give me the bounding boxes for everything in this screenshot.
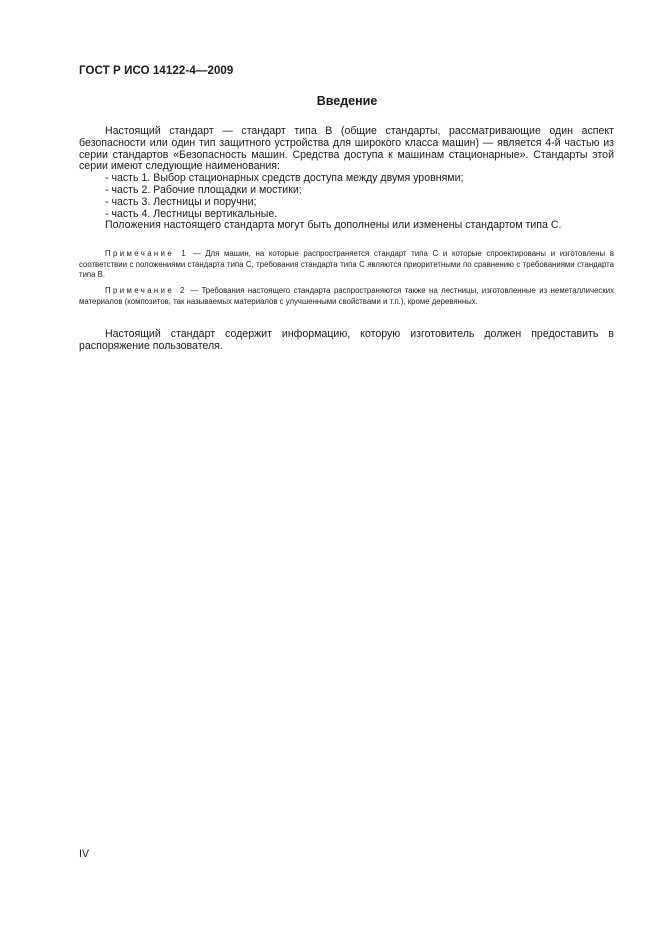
- page-number: IV: [79, 848, 90, 860]
- intro-block: [79, 126, 614, 232]
- note-1-text: — Для машин, на которые распространяется стандарт типа С и которые спроектированы и изготовлены в соответствии с положениями стандарта типа С, требования стандарта типа С являются приоритетными по сравнению с требованиями стандарта типа В.: [79, 249, 614, 279]
- intro-paragraph: Настоящий стандарт — стандарт типа В (общие стандарты, рассматривающие один аспект безопасности или один тип защитного устройства для широкого класса машин) — является 4-й частью из серии стандартов «Безопасность машин. Средства доступа к машинам стационарные». Стандарты этой серии имеют следующие наименования:: [79, 125, 614, 173]
- note-1-label: Примечание 1: [105, 249, 188, 258]
- note-2-label: Примечание 2: [105, 286, 187, 295]
- list-item-part-4: - часть 4. Лестницы вертикальные.: [105, 207, 278, 220]
- section-title: Введение: [316, 94, 378, 108]
- closing-block: [79, 329, 614, 353]
- closing-paragraph: Настоящий стандарт содержит информацию, которую изготовитель должен предоставить в распоряжение пользователя.: [79, 328, 614, 352]
- note-2: [79, 286, 614, 307]
- standard-id: ГОСТ Р ИСО 14122-4—2009: [79, 65, 234, 77]
- amendment-paragraph: Положения настоящего стандарта могут быть дополнены или изменены стандартом типа С.: [105, 219, 562, 232]
- list-item-part-3: - часть 3. Лестницы и поручни;: [105, 195, 257, 208]
- list-item-part-1: - часть 1. Выбор стационарных средств доступа между двумя уровнями;: [105, 172, 464, 185]
- note-1: [79, 249, 614, 281]
- note-2-text: — Требования настоящего стандарта распространяются также на лестницы, изготовленные из неметаллических материалов (композитов, так называемых материалов с улучшенными свойствами и т.п.), кроме деревянных.: [79, 286, 614, 306]
- list-item-part-2: - часть 2. Рабочие площадки и мостики;: [105, 183, 302, 196]
